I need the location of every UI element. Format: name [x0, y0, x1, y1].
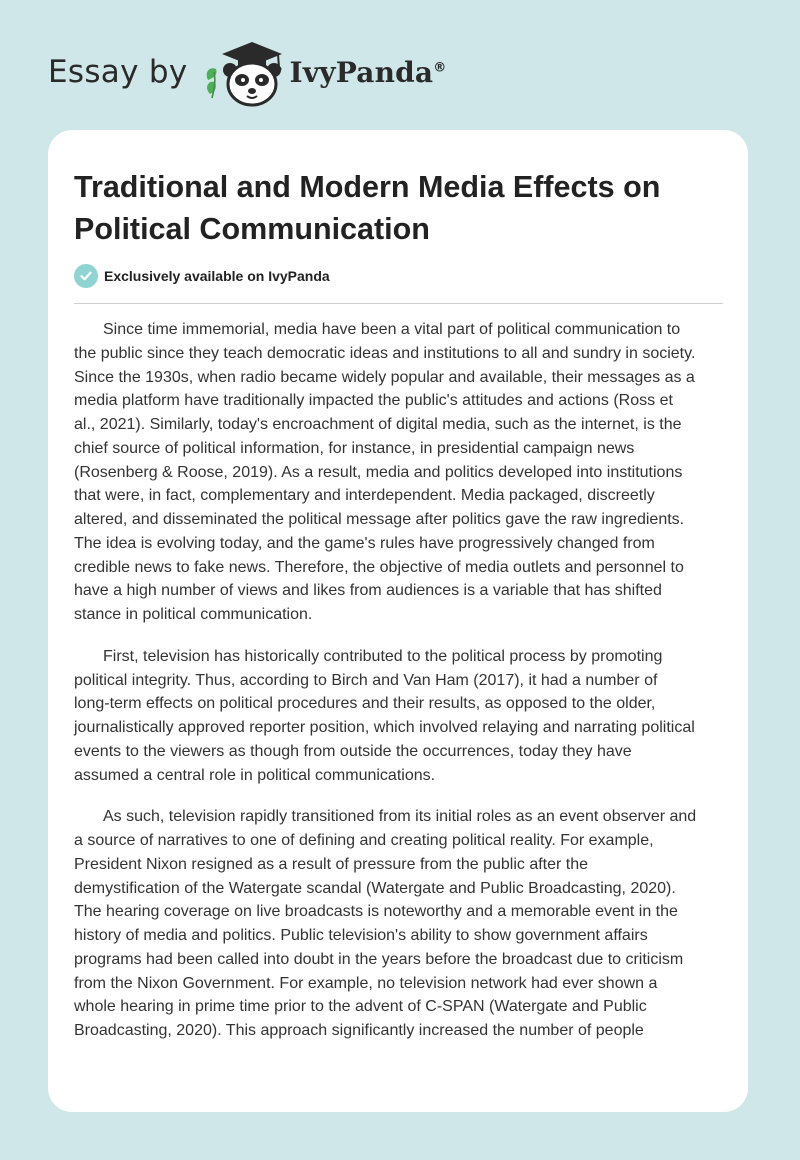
essay-card	[48, 130, 748, 1112]
essay-by-label: Essay by	[48, 54, 188, 90]
site-header	[48, 36, 446, 108]
registered-mark: ®	[433, 60, 447, 76]
brand-name-text: IvyPanda	[289, 55, 434, 89]
check-icon	[74, 264, 98, 288]
essay-body	[74, 318, 723, 1061]
divider	[74, 303, 723, 304]
brand-name[interactable]	[290, 56, 447, 89]
paragraph: As such, television rapidly transitioned from its initial roles as an event observer and a source of narratives to one of defining and creating political reality. For example, President Nixon resigned as a result of pressure from the public after the demystification of the Watergate scandal (Watergate and Public Broadcasting, 2020). The hearing coverage on live broadcasts is noteworthy and a memorable event in the history of media and politics. Public television's ability to show government affairs programs had been called into doubt in the years before the broadcast due to criticism from the Nixon Government. For example, no television network had ever shown a whole hearing in prime time prior to the advent of C-SPAN (Watergate and Public Broadcasting, 2020). This approach significantly increased the number of people	[74, 808, 697, 1039]
ivypanda-logo-icon[interactable]	[202, 36, 286, 108]
essay-title: Traditional and Modern Media Effects on Political Communication	[74, 170, 661, 246]
exclusive-badge	[74, 264, 330, 288]
exclusive-label: Exclusively available on IvyPanda	[104, 268, 330, 284]
paragraph: First, television has historically contributed to the political process by promoting political integrity. Thus, according to Birch and Van Ham (2017), it had a number of long-term effects on political procedures and their results, as opposed to the older, journalistically approved reporter position, which involved relaying and narrating political events to the viewers as though from outside the occurrences, today they have assumed a central role in political communications.	[74, 647, 695, 784]
paragraph: Since time immemorial, media have been a vital part of political communication to the public since they teach democratic ideas and institutions to all and sundry in society. Since the 1930s, when radio became widely popular and available, their messages as a media platform have traditionally impacted the public's attitudes and actions (Ross et al., 2021). Similarly, today's encroachment of digital media, such as the internet, is the chief source of political information, for instance, in presidential campaign news (Rosenberg & Roose, 2019). As a result, media and politics developed into institutions that were, in fact, complementary and interdependent. Media packaged, discreetly altered, and disseminated the political message after politics gave the raw ingredients. The idea is evolving today, and the game's rules have progressively changed from credible news to fake news. Therefore, the objective of media outlets and personnel to have a high number of views and likes from audiences is a variable that has shifted stance in political communication.	[74, 321, 696, 623]
